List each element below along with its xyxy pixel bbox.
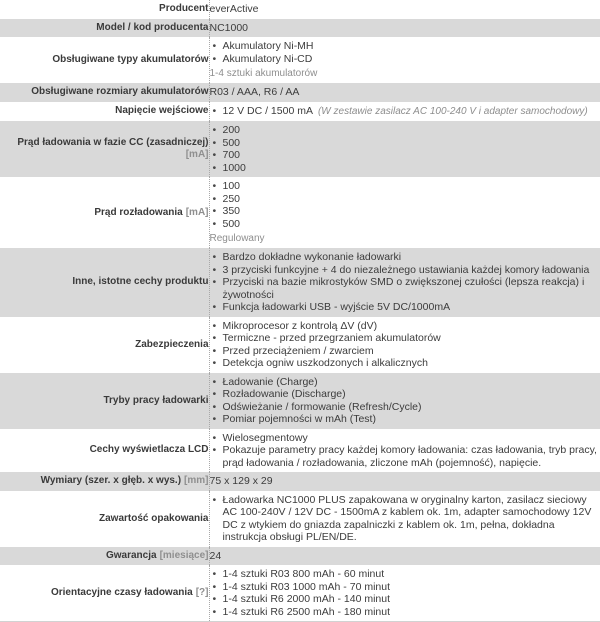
spec-note-inline: (W zestawie zasilacz AC 100-240 V i adapter samochodowy): [318, 106, 588, 117]
spec-note: 1-4 sztuki akumulatorów: [210, 68, 600, 80]
list-item: • Przed przeciążeniem / zwarciem: [210, 345, 600, 358]
spec-value-text: everActive: [210, 3, 259, 15]
spec-label: [0, 491, 209, 547]
spec-label: [0, 317, 209, 373]
spec-label: [0, 373, 209, 429]
spec-value-list: [210, 320, 600, 370]
list-item: • 350: [210, 205, 600, 218]
list-item: • 100: [210, 180, 600, 193]
spec-label-text: Inne, istotne cechy produktu: [72, 276, 208, 287]
spec-label-text: Prąd rozładowania: [94, 207, 182, 218]
list-item: • 1000: [210, 162, 600, 175]
list-item: • Ładowanie (Charge): [210, 376, 600, 389]
list-item: • Ładowarka NC1000 PLUS zapakowana w oryginalny karton, zasilacz sieciowy AC 100-240V / 12V DC - 1500mA z kablem ok. 1m, adapter samochodowy 12V DC z wtykiem do gniazda zapalniczki z kablem ok. 1m, pełna, dokładna instrukcja obsługi PL/EN/DE.: [210, 494, 600, 544]
spec-value: [209, 37, 600, 83]
spec-value: [209, 248, 600, 317]
list-item: • Wielosegmentowy: [210, 432, 600, 445]
spec-label-text: Napięcie wejściowe: [115, 105, 208, 116]
spec-row-producent: [0, 0, 600, 19]
unit-label: [miesiące]: [160, 550, 209, 561]
unit-label: [mm]: [184, 475, 208, 486]
spec-value: [209, 565, 600, 622]
spec-label-text: Wymiary (szer. x głęb. x wys.): [41, 475, 181, 486]
spec-value-list: [210, 180, 600, 230]
spec-value-text: 24: [210, 550, 222, 562]
list-item: • Pokazuje parametry pracy każdej komory ładowania: czas ładowania, tryb pracy, prąd ładowania / rozładowania, zliczone mAh (pojemność), napięcie.: [210, 444, 600, 469]
spec-label: [0, 121, 209, 177]
list-item: • Termiczne - przed przegrzaniem akumulatorów: [210, 332, 600, 345]
list-item: • Pomiar pojemności w mAh (Test): [210, 413, 600, 426]
spec-value: [209, 373, 600, 429]
spec-value: [209, 429, 600, 473]
spec-value: [209, 472, 600, 491]
spec-label: [0, 248, 209, 317]
spec-row-wyswietlacz-lcd: [0, 429, 600, 473]
spec-label: [0, 102, 209, 122]
spec-label: [0, 565, 209, 622]
spec-label-text: Prąd ładowania w fazie CC (zasadniczej): [17, 137, 208, 148]
list-item: • Przyciski na bazie mikrostyków SMD o zwiększonej czułości (lepsza reakcja) i żywotności: [210, 276, 600, 301]
list-item: • 250: [210, 193, 600, 206]
list-item: • 1-4 sztuki R6 2000 mAh - 140 minut: [210, 593, 600, 606]
spec-label: [0, 429, 209, 473]
list-item: • Detekcja ogniw uszkodzonych i alkalicznych: [210, 357, 600, 370]
spec-note: Regulowany: [210, 233, 600, 245]
spec-label-text: Obsługiwane typy akumulatorów: [52, 54, 208, 65]
spec-value-text: 75 x 129 x 29: [210, 475, 273, 487]
list-item: • Odświeżanie / formowanie (Refresh/Cycle): [210, 401, 600, 414]
spec-value: [209, 547, 600, 566]
spec-row-czasy-ladowania: [0, 565, 600, 622]
list-item: • 200: [210, 124, 600, 137]
spec-label: [0, 472, 209, 491]
spec-label: [0, 83, 209, 102]
unit-label: [mA]: [186, 149, 209, 160]
list-item: • Akumulatory Ni-MH: [210, 40, 600, 53]
spec-label: [0, 19, 209, 38]
spec-value: [209, 121, 600, 177]
list-item: • 3 przyciski funkcyjne + 4 do niezależnego ustawiania każdej komory ładowania: [210, 264, 600, 277]
spec-row-typy-akumulatorow: [0, 37, 600, 83]
spec-value-text: R03 / AAA, R6 / AA: [210, 86, 300, 98]
spec-row-prad-ladowania-cc: [0, 121, 600, 177]
spec-value: [209, 317, 600, 373]
spec-value-list: [210, 432, 600, 470]
spec-value: [209, 83, 600, 102]
spec-value: [209, 0, 600, 19]
list-item: • 1-4 sztuki R03 800 mAh - 60 minut: [210, 568, 600, 581]
spec-row-zawartosc-opakowania: [0, 491, 600, 547]
spec-label: [0, 177, 209, 248]
unit-label: [mA]: [186, 207, 209, 218]
spec-row-wymiary: [0, 472, 600, 491]
spec-row-model: [0, 19, 600, 38]
spec-row-tryby-pracy: [0, 373, 600, 429]
spec-value-list: [210, 105, 600, 119]
list-item: • Funkcja ładowarki USB - wyjście 5V DC/1000mA: [210, 301, 600, 314]
spec-value-list: [210, 124, 600, 174]
spec-label: [0, 0, 209, 19]
spec-value: [209, 102, 600, 122]
spec-value-text: NC1000: [210, 22, 249, 34]
spec-value: [209, 19, 600, 38]
list-item: • Rozładowanie (Discharge): [210, 388, 600, 401]
list-item: • 1-4 sztuki R03 1000 mAh - 70 minut: [210, 581, 600, 594]
spec-value: [209, 177, 600, 248]
spec-label-text: Obsługiwane rozmiary akumulatorów: [31, 86, 208, 97]
list-item: [210, 105, 600, 119]
list-item: • 700: [210, 149, 600, 162]
spec-row-zabezpieczenia: [0, 317, 600, 373]
spec-value-text: 12 V DC / 1500 mA: [223, 105, 313, 117]
spec-label-text: Zawartość opakowania: [99, 513, 208, 524]
spec-row-prad-rozladowania: [0, 177, 600, 248]
spec-row-inne-cechy: [0, 248, 600, 317]
list-item: • Bardzo dokładne wykonanie ładowarki: [210, 251, 600, 264]
spec-label-text: Producent: [159, 3, 208, 14]
list-item: • Mikroprocesor z kontrolą ΔV (dV): [210, 320, 600, 333]
spec-value-list: [210, 494, 600, 544]
spec-value: [209, 491, 600, 547]
spec-label-text: Cechy wyświetlacza LCD: [90, 444, 209, 455]
spec-value-list: [210, 40, 600, 65]
spec-row-gwarancja: [0, 547, 600, 566]
spec-label: [0, 37, 209, 83]
spec-label-text: Gwarancja: [106, 550, 157, 561]
spec-value-list: [210, 251, 600, 314]
spec-row-rozmiary: [0, 83, 600, 102]
list-item: • Akumulatory Ni-CD: [210, 53, 600, 66]
spec-label-text: Orientacyjne czasy ładowania: [51, 587, 193, 598]
list-item: • 1-4 sztuki R6 2500 mAh - 180 minut: [210, 606, 600, 619]
spec-value-list: [210, 376, 600, 426]
help-link[interactable]: [?]: [196, 587, 209, 598]
spec-value-list: [210, 568, 600, 618]
spec-label-text: Zabezpieczenia: [135, 339, 208, 350]
spec-label-text: Tryby pracy ładowarki: [103, 395, 208, 406]
list-item: • 500: [210, 218, 600, 231]
spec-row-napiecie-wejsciowe: [0, 102, 600, 122]
list-item: • 500: [210, 137, 600, 150]
spec-label: [0, 547, 209, 566]
spec-label-text: Model / kod producenta: [96, 22, 208, 33]
